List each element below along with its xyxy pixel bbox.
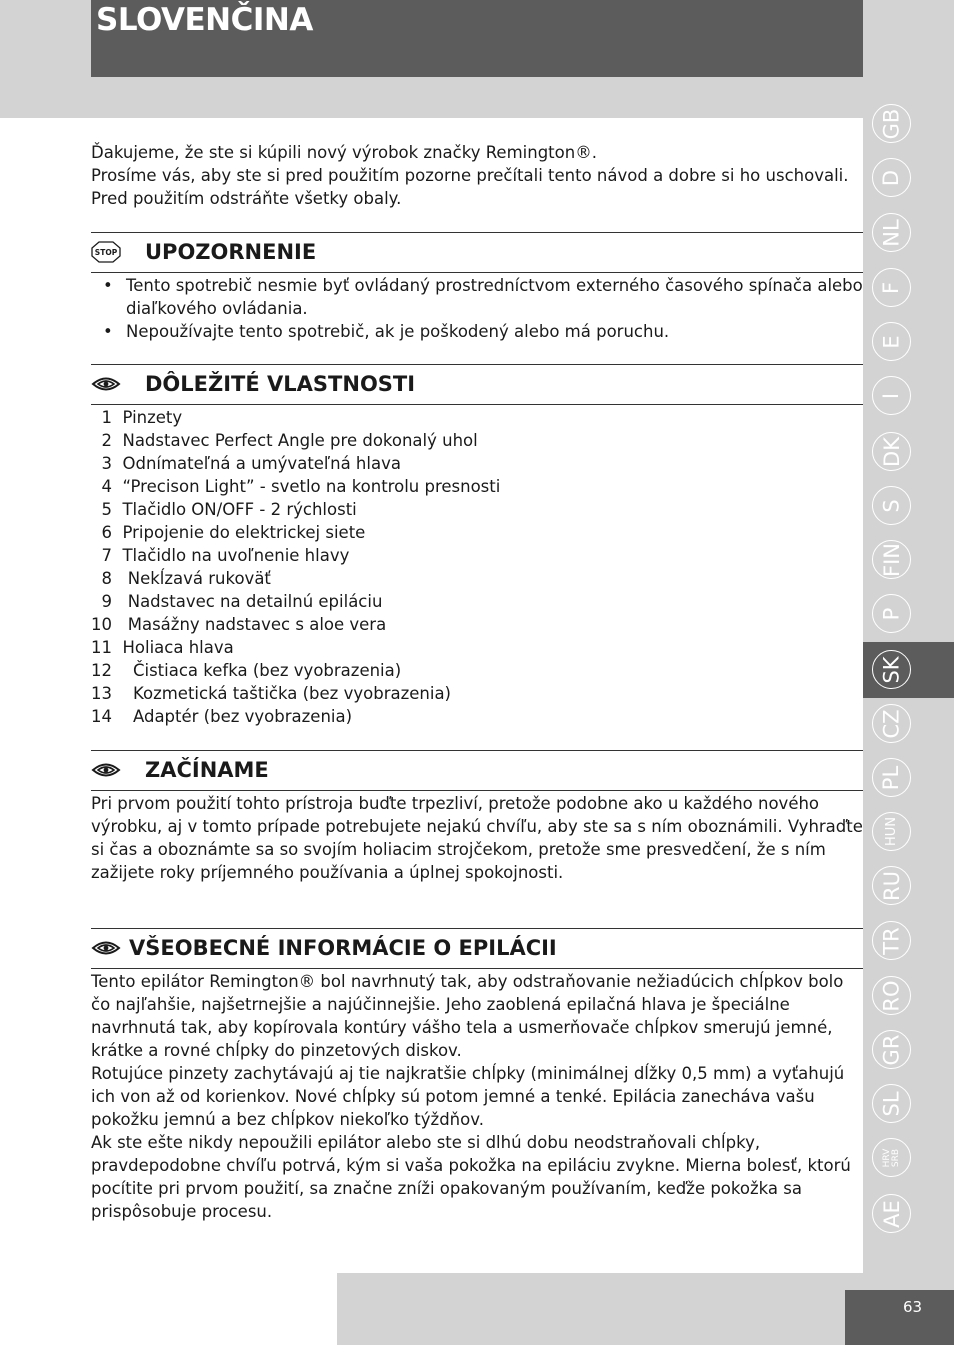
features-list [91, 406, 791, 728]
list-item: 3 Odnímateľná a umývateľná hlava [91, 454, 401, 473]
language-label: HUN [883, 816, 899, 847]
features-heading [91, 364, 863, 405]
language-tab-dk[interactable] [872, 432, 911, 471]
eye-icon [91, 759, 121, 781]
language-label: TR [879, 926, 904, 955]
language-label: FIN [879, 542, 904, 577]
list-item: 9 Nadstavec na detailnú epiláciu [91, 592, 383, 611]
warning-list [91, 274, 863, 343]
general-info-heading [91, 928, 863, 969]
language-tab-ru[interactable] [872, 866, 911, 905]
list-item: • Tento spotrebič nesmie byť ovládaný prostredníctvom externého časového spínača alebo diaľkového ovládania. [91, 274, 863, 320]
language-label: GR [879, 1034, 904, 1065]
language-label: RO [879, 979, 904, 1012]
page-title: SLOVENČINA [96, 2, 313, 38]
language-label: RU [879, 870, 904, 901]
list-item: 2 Nadstavec Perfect Angle pre dokonalý uhol [91, 431, 478, 450]
getting-started-text [91, 792, 863, 884]
page-number: 63 [903, 1298, 923, 1316]
language-label: P [879, 607, 904, 620]
language-tab-nl[interactable] [872, 213, 911, 252]
getting-started-title: ZAČÍNAME [145, 758, 269, 782]
footer-white-block [0, 1273, 337, 1345]
language-label: F [879, 281, 904, 294]
language-tab-tr[interactable] [872, 921, 911, 960]
language-tab-e[interactable] [872, 322, 911, 361]
list-item: 5 Tlačidlo ON/OFF - 2 rýchlosti [91, 500, 357, 519]
list-item: 7 Tlačidlo na uvoľnenie hlavy [91, 546, 350, 565]
list-item: 10 Masážny nadstavec s aloe vera [91, 615, 387, 634]
intro-line: Prosíme vás, aby ste si pred použitím pozorne prečítali tento návod a dobre si ho uschovali. [91, 166, 849, 185]
paragraph: Rotujúce pinzety zachytávajú aj tie najkratšie chĺpky (minimálnej dĺžky 0,5 mm) a vyťahujú ich von až od korienkov. Nové chĺpky sú potom jemné a tenké. Epilácia zanecháva vašu pokožku jemnú a bez chĺpkov niekoľko týždňov. [91, 1064, 845, 1129]
language-tab-f[interactable] [872, 268, 911, 307]
intro-text [91, 141, 863, 210]
general-info-title: VŠEOBECNÉ INFORMÁCIE O EPILÁCII [129, 936, 557, 960]
language-tab-i[interactable] [872, 376, 911, 415]
language-tab-pl[interactable] [872, 758, 911, 797]
list-item: • Nepoužívajte tento spotrebič, ak je poškodený alebo má poruchu. [91, 320, 863, 343]
language-tab-s[interactable] [872, 486, 911, 525]
paragraph: Pri prvom použití tohto prístroja buďte trpezliví, pretože podobne ako u každého nového výrobku, aj v tomto prípade potrebujete nejakú chvíľu, aby ste sa s ním oboznámili. Vyhraďte si čas a oboznámte sa so svojím holiacim strojčekom, pretože sme presvedčení, že s ním zažijete roky príjemného používania a úplnej spokojnosti. [91, 794, 863, 882]
language-tab-fin[interactable] [872, 540, 911, 579]
eye-icon [91, 937, 121, 959]
stop-icon [91, 241, 121, 263]
language-label: SK [879, 655, 904, 684]
language-tab-ae[interactable] [872, 1194, 911, 1233]
intro-line: Ďakujeme, že ste si kúpili nový výrobok značky Remington®. [91, 143, 597, 162]
language-label: S [879, 498, 904, 513]
stop-icon-label: STOP [94, 248, 118, 257]
language-tab-gr[interactable] [872, 1030, 911, 1069]
language-label: HRV SRB [881, 1148, 901, 1167]
language-tab-ro[interactable] [872, 976, 911, 1015]
language-tab-sl[interactable] [872, 1084, 911, 1123]
list-item: 12 Čistiaca kefka (bez vyobrazenia) [91, 661, 402, 680]
paragraph: Tento epilátor Remington® bol navrhnutý tak, aby odstraňovanie nežiadúcich chĺpkov bolo čo najľahšie, najšetrnejšie a najúčinnejšie. Jeho zaoblená epilačná hlava je špeciálne navrhnutá tak, aby kopírovala kontúry vášho tela a usmerňovače chĺpkov smerujú jemné, krátke a rovné chĺpky do pinzetových diskov. [91, 972, 844, 1060]
language-tab-hrv-srb[interactable] [872, 1138, 911, 1177]
features-title: DÔLEŽITÉ VLASTNOSTI [145, 372, 416, 396]
language-label: SL [879, 1090, 904, 1117]
language-label: D [879, 169, 904, 186]
list-item: 6 Pripojenie do elektrickej siete [91, 523, 366, 542]
language-label: DK [879, 436, 904, 467]
warning-title: UPOZORNENIE [145, 240, 317, 264]
page-number-box [845, 1290, 954, 1345]
language-label: GB [879, 108, 904, 139]
language-label: NL [879, 218, 904, 247]
getting-started-heading [91, 750, 863, 791]
language-label: AE [879, 1199, 904, 1228]
general-info-text [91, 970, 863, 1223]
language-header [91, 0, 863, 77]
eye-icon [91, 373, 121, 395]
list-item: 14 Adaptér (bez vyobrazenia) [91, 707, 353, 726]
language-tab-d[interactable] [872, 158, 911, 197]
list-item: 8 Nekĺzavá rukoväť [91, 569, 271, 588]
paragraph: Ak ste ešte nikdy nepoužili epilátor alebo ste si dlhú dobu neodstraňovali chĺpky, pravdepodobne chvíľu potrvá, kým si vaša pokožka na epiláciu zvykne. Mierna bolesť, ktorú pocítite pri prvom použití, sa značne zníži opakovaným používaním, keďže pokožka sa prispôsobuje procesu. [91, 1133, 851, 1221]
language-tab-sk[interactable] [872, 650, 911, 689]
language-tab-gb[interactable] [872, 104, 911, 143]
intro-line: Pred použitím odstráňte všetky obaly. [91, 189, 402, 208]
language-label: I [879, 392, 904, 399]
language-label: CZ [879, 708, 904, 739]
language-tab-p[interactable] [872, 594, 911, 633]
list-item: 13 Kozmetická taštička (bez vyobrazenia) [91, 684, 451, 703]
list-item: 4 “Precison Light” - svetlo na kontrolu presnosti [91, 477, 501, 496]
language-label: E [879, 334, 904, 349]
language-label: PL [879, 765, 904, 790]
language-tab-hun[interactable] [872, 812, 911, 851]
list-item: 11 Holiaca hlava [91, 638, 234, 657]
warning-heading [91, 232, 863, 273]
language-tab-cz[interactable] [872, 704, 911, 743]
list-item: 1 Pinzety [91, 408, 183, 427]
